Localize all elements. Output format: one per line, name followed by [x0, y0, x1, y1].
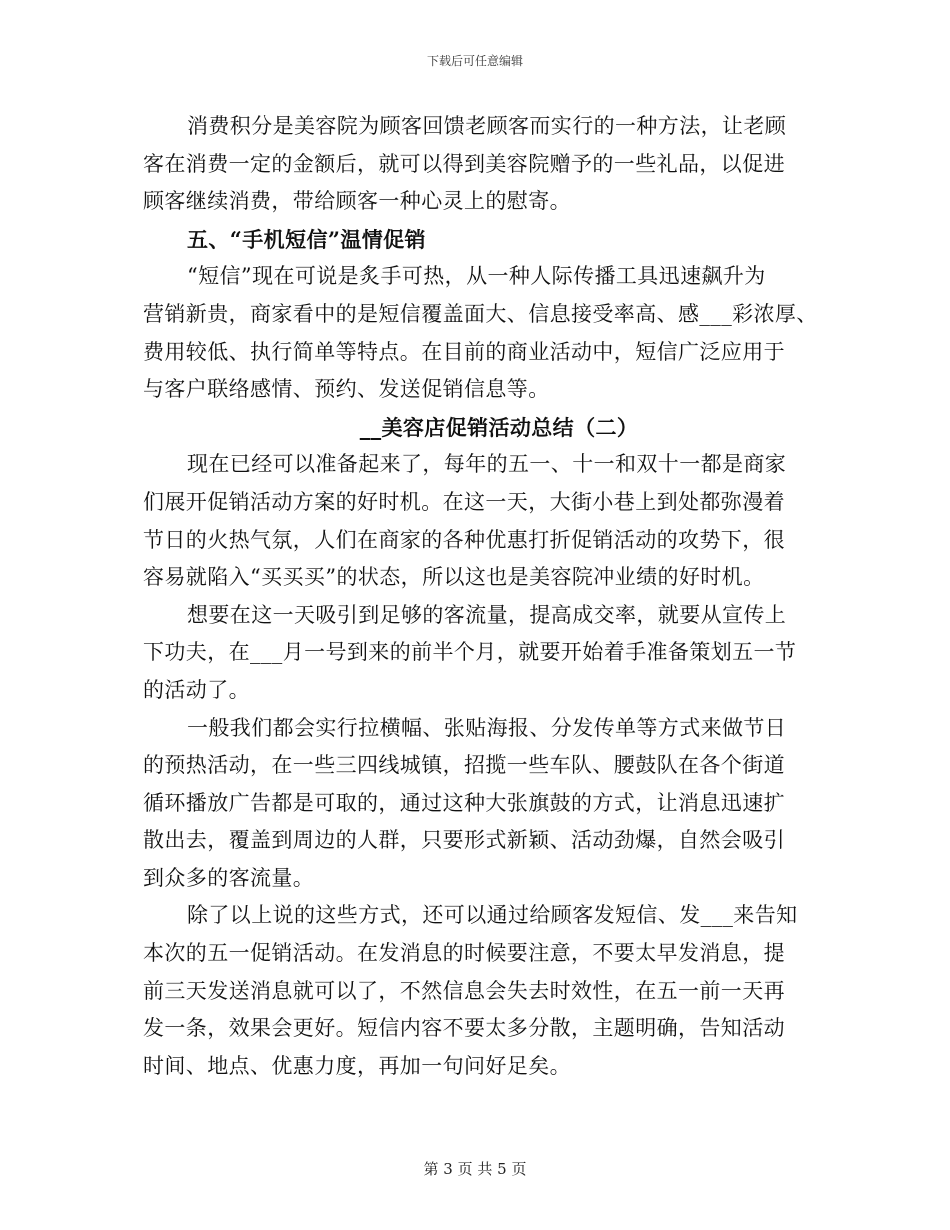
paragraph-line: 到众多的客流量。 — [143, 865, 315, 890]
paragraph-line: 节日的火热气氛，人们在商家的各种优惠打折促销活动的攻势下，很 — [143, 527, 785, 552]
paragraph-line: 们展开促销活动方案的好时机。在这一天，大街小巷上到处都弥漫着 — [143, 489, 785, 514]
paragraph-line: 的预热活动，在一些三四线城镇，招揽一些车队、腰鼓队在各个街道 — [143, 753, 785, 778]
paragraph-line: 循环播放广告都是可取的，通过这种大张旗鼓的方式，让消息迅速扩 — [143, 790, 785, 815]
document-body — [143, 108, 818, 1085]
section-heading: 五、“手机短信”温情促销 — [187, 226, 426, 252]
paragraph-line: 本次的五一促销活动。在发消息的时候要注意，不要太早发消息，提 — [143, 941, 785, 966]
paragraph-line: 费用较低、执行简单等特点。在目前的商业活动中，短信广泛应用于 — [143, 339, 785, 364]
page-footer: 第 3 页 共 5 页 — [423, 1160, 527, 1178]
paragraph-line: 散出去，覆盖到周边的人群，只要形式新颖、活动劲爆，自然会吸引 — [143, 828, 785, 853]
paragraph-line: “短信”现在可说是炙手可热，从一种人际传播工具迅速飙升为 — [187, 264, 766, 289]
paragraph-line: 想要在这一天吸引到足够的客流量，提高成交率，就要从宣传上 — [187, 602, 787, 627]
paragraph-line: 前三天发送消息就可以了，不然信息会失去时效性，在五一前一天再 — [143, 978, 785, 1003]
paragraph-line: 客在消费一定的金额后，就可以得到美容院赠予的一些礼品，以促进 — [143, 151, 785, 176]
paragraph-line: 的活动了。 — [143, 677, 250, 702]
document-title: __美容店促销活动总结（二） — [359, 414, 639, 440]
paragraph-line: 消费积分是美容院为顾客回馈老顾客而实行的一种方法，让老顾 — [187, 114, 787, 138]
paragraph-line: 时间、地点、优惠力度，再加一句问好足矣。 — [143, 1053, 571, 1078]
paragraph-line: 发一条，效果会更好。短信内容不要太多分散，主题明确，告知活动 — [143, 1016, 785, 1041]
paragraph-line: 营销新贵，商家看中的是短信覆盖面大、信息接受率高、感___彩浓厚、 — [143, 301, 818, 326]
paragraph-line: 容易就陷入“买买买”的状态，所以这也是美容院冲业绩的好时机。 — [143, 565, 765, 590]
paragraph-line: 一般我们都会实行拉横幅、张贴海报、分发传单等方式来做节日 — [187, 715, 787, 740]
paragraph-line: 与客户联络感情、预约、发送促销信息等。 — [143, 377, 550, 402]
paragraph-line: 顾客继续消费，带给顾客一种心灵上的慰寄。 — [143, 189, 571, 214]
paragraph-line: 除了以上说的这些方式，还可以通过给顾客发短信、发___来告知 — [187, 903, 798, 928]
paragraph-line: 现在已经可以准备起来了，每年的五一、十一和双十一都是商家 — [187, 452, 787, 477]
page-header: 下载后可任意编辑 — [426, 54, 523, 68]
paragraph-line: 下功夫，在___月一号到来的前半个月，就要开始着手准备策划五一节 — [143, 640, 797, 665]
